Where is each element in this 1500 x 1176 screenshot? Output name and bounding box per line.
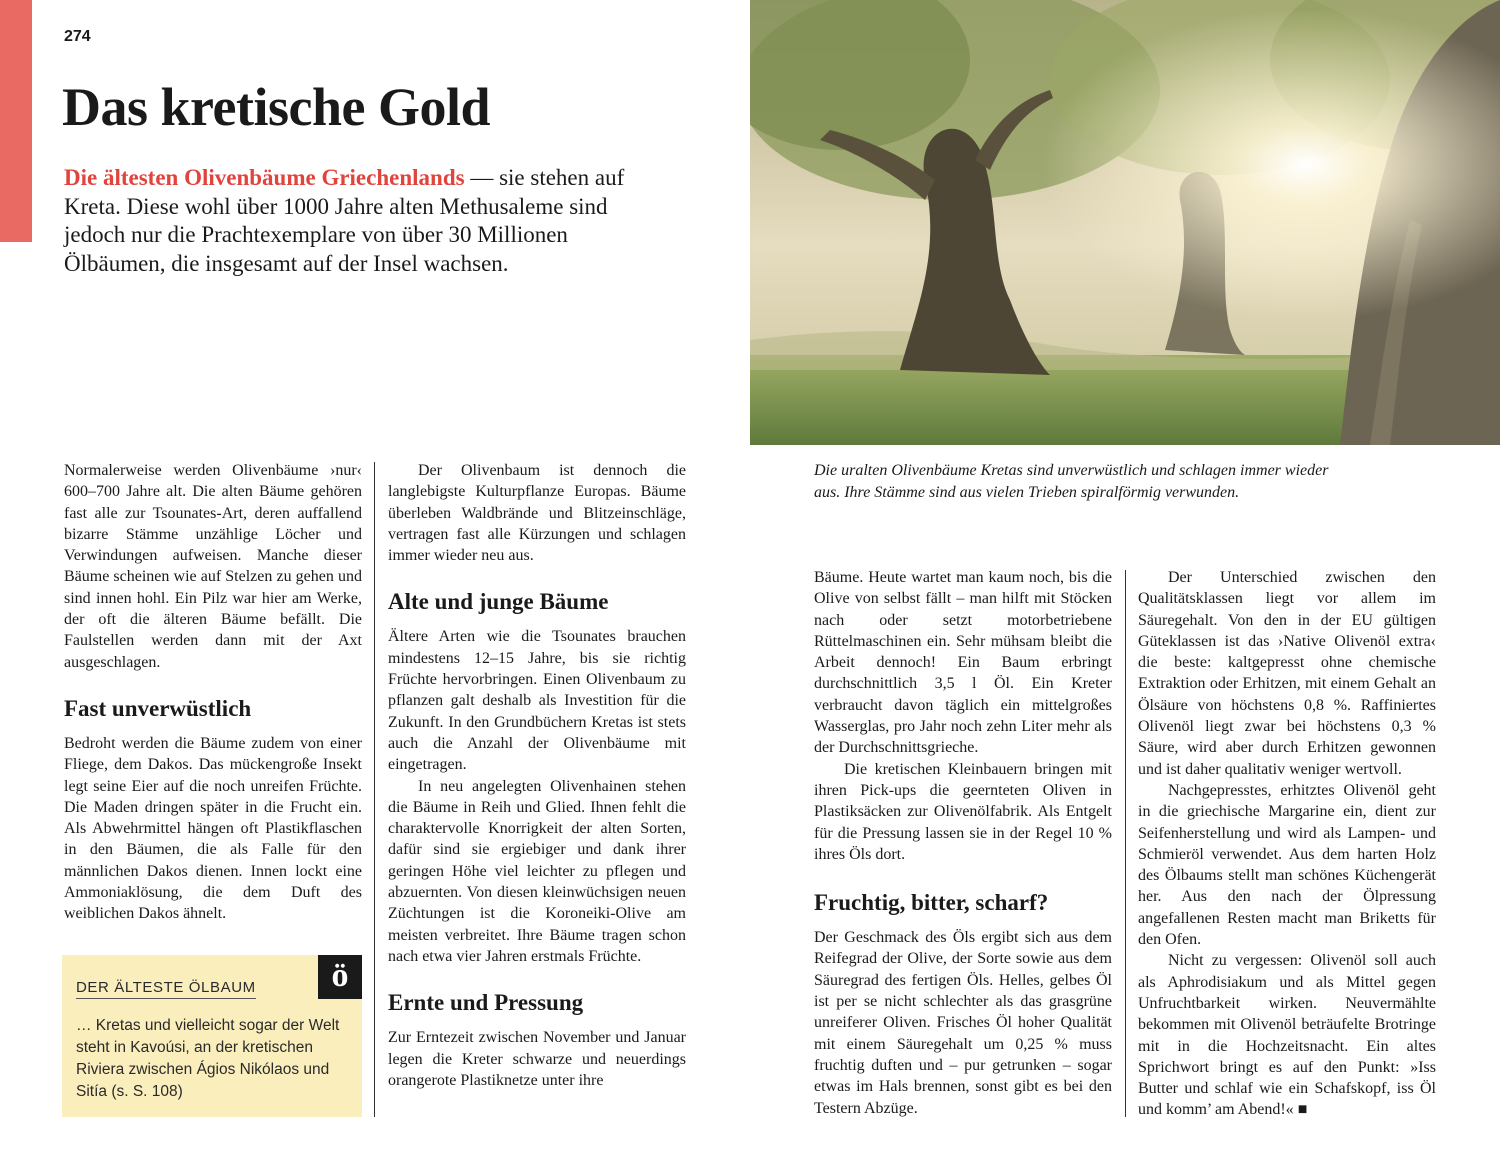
end-mark-icon: ■ bbox=[1297, 1101, 1308, 1119]
section-heading: Fruchtig, bitter, scharf? bbox=[814, 890, 1049, 916]
accent-bar bbox=[0, 0, 32, 242]
text-column-4 bbox=[1138, 567, 1436, 1121]
column-divider bbox=[374, 462, 375, 1117]
intro-text: — sie stehen auf Kreta. Diese wohl über 1000 Jahre alten Methusaleme sind jedoch nur die Prachtexemplare von über 30 Millionen Ölbäumen, die insgesamt auf der Insel wachsen. bbox=[64, 165, 625, 276]
paragraph: Die kretischen Kleinbauern bringen mit ihren Pick-ups die geernteten Oliven in Plastiksäcken zur Olivenölfabrik. Als Entgelt für die Pressung lassen sie in der Regel 10 % ihres Öls dort. bbox=[814, 760, 1112, 863]
paragraph: Nachgepresstes, erhitztes Olivenöl geht in die griechische Margarine ein, dient zur Seifenherstellung und wird als Lampen- und Schmieröl verwendet. Aus dem harten Holz des Ölbaums stellt man schönes Küchengerät her. Aus den nach der Ölpressung angefallenen Resten macht man Briketts für den Ofen. bbox=[1138, 781, 1436, 949]
info-box-body: … Kretas und vielleicht sogar der Welt steht in Kavoúsi, an der kretischen Riviera zwischen Ágios Nikólaos und Sitía (s. S. 108) bbox=[76, 1017, 340, 1100]
text-column-2 bbox=[388, 460, 686, 1091]
column-divider bbox=[1125, 570, 1126, 1117]
paragraph: Bäume. Heute wartet man kaum noch, bis die Olive von selbst fällt – man hilft mit Stöcken nach oder setzt motorbetriebene Rüttelmaschinen ein. Sehr mühsam bleibt die Arbeit dennoch! Ein Baum erbringt durchschnittlich 3,5 l Öl. Ein Kreter verbraucht davon täglich ein mittelgroßes Wasserglas, pro Jahr noch zehn Liter mehr als der Durchschnittsgrieche. bbox=[814, 569, 1112, 757]
intro-highlight: Die ältesten Olivenbäume Griechenlands bbox=[64, 165, 465, 190]
section-heading: Alte und junge Bäume bbox=[388, 589, 609, 615]
info-box bbox=[62, 955, 362, 1117]
info-box-title: DER ÄLTESTE ÖLBAUM bbox=[76, 979, 256, 999]
text-column-3 bbox=[814, 567, 1112, 1119]
paragraph: Bedroht werden die Bäume zudem von einer Fliege, dem Dakos. Das mückengroße Insekt legt seine Eier auf die noch unreifen Früchte. Die Maden dringen später in die Frucht ein. Als Abwehrmittel hängen oft Plastikflaschen in den Bäumen, die als Falle für den männlichen Dakos dienen. Innen lockt eine Ammoniaklösung, die dem Duft des weiblichen Dakos ähnelt. bbox=[64, 734, 362, 923]
paragraph bbox=[1138, 950, 1436, 1120]
olive-trees-photo bbox=[750, 0, 1500, 445]
paragraph-text: Nicht zu vergessen: Olivenöl soll auch als Aphrodisiakum und als Mittel gegen Unfruchtbarkeit wirken. Neuvermählte bekommen mit Olivenöl beträufelte Brotringe mit in die Hochzeitsnacht. Ein altes Sprichwort bringt es auf den Punkt: »Iss Butter und schlaf wie ein Schafskopf, iss Öl und komm’ am Abend!« bbox=[1138, 952, 1436, 1119]
paragraph: Ältere Arten wie die Tsounates brauchen mindestens 12–15 Jahre, bis sie richtig Früchte hervorbringen. Einen Olivenbaum zu pflanzen galt deshalb als Investition für die Zukunft. In den Grundbüchern Kretas ist stets auch die Anzahl der Olivenbäume mit eingetragen. bbox=[388, 628, 686, 774]
intro-paragraph bbox=[64, 164, 664, 278]
section-heading: Fast unverwüstlich bbox=[64, 695, 252, 721]
photo-caption: Die uralten Olivenbäume Kretas sind unverwüstlich und schlagen immer wieder aus. Ihre Stämme sind aus vielen Trieben spiralförmig verwunden. bbox=[814, 462, 1329, 501]
section-heading: Ernte und Pressung bbox=[388, 990, 584, 1016]
paragraph: Normalerweise werden Olivenbäume ›nur‹ 600–700 Jahre alt. Die alten Bäume gehören fast alle zur Tsounates-Art, deren auffallend bizarre Stämme unzählige Löcher und Verwindungen aufweisen. Manche dieser Bäume scheinen wie auf Stelzen zu gehen und sind innen hohl. Ein Pilz war hier am Werke, der oft die älteren Bäume befällt. Die Faulstellen werden dann mit der Axt ausgeschlagen. bbox=[64, 462, 362, 671]
page-title: Das kretische Gold bbox=[62, 77, 491, 137]
text-column-1 bbox=[64, 460, 362, 925]
page-number: 274 bbox=[64, 28, 91, 45]
paragraph: Der Olivenbaum ist dennoch die langlebigste Kulturpflanze Europas. Bäume überleben Waldbrände und Blitzeinschläge, vertragen fast alle Kürzungen und schlagen immer wieder neu aus. bbox=[388, 462, 686, 565]
paragraph: Der Unterschied zwischen den Qualitätsklassen liegt vor allem im Säuregehalt. Von den in der EU gültigen Güteklassen ist das ›Native Olivenöl extra‹ die beste: kaltgepresst ohne chemische Extraktion oder Erhitzen, mit einem Gehalt an Ölsäure von höchstens 0,8 %. Raffiniertes Olivenöl liegt zwar bei höchstens 0,3 % Säure, wird aber durch Erhitzen gewonnen und ist daher qualitativ weniger wertvoll. bbox=[1138, 569, 1436, 778]
paragraph: In neu angelegten Olivenhainen stehen die Bäume in Reih und Glied. Ihnen fehlt die charaktervolle Knorrigkeit der alten Sorten, dafür sind sie ergiebiger und dank ihrer geringen Höhe viel leichter zu pflegen und abzuernten. Von diesen kleinwüchsigen neuen Züchtungen ist die Koroneiki-Olive am meisten verbreitet. Ihre Bäume tragen schon nach etwa vier Jahren erstmals Früchte. bbox=[388, 777, 686, 965]
paragraph: Der Geschmack des Öls ergibt sich aus dem Reifegrad der Olive, der Sorte sowie aus dem Säuregrad des fertigen Öls. Helles, gelbes Öl ist per se nicht schlechter als das grasgrüne unreiferer Oliven. Frisches Öl hoher Qualität mit einem Säuregehalt um 0,25 % muss fruchtig duften und – pur getrunken – sogar etwas im Hals brennen, sonst gibt es bei den Testern Abzüge. bbox=[814, 929, 1112, 1117]
info-badge-icon: ö bbox=[318, 955, 362, 999]
paragraph: Zur Erntezeit zwischen November und Januar legen die Kreter schwarze und neuerdings orangerote Plastiknetze unter ihre bbox=[388, 1029, 686, 1089]
